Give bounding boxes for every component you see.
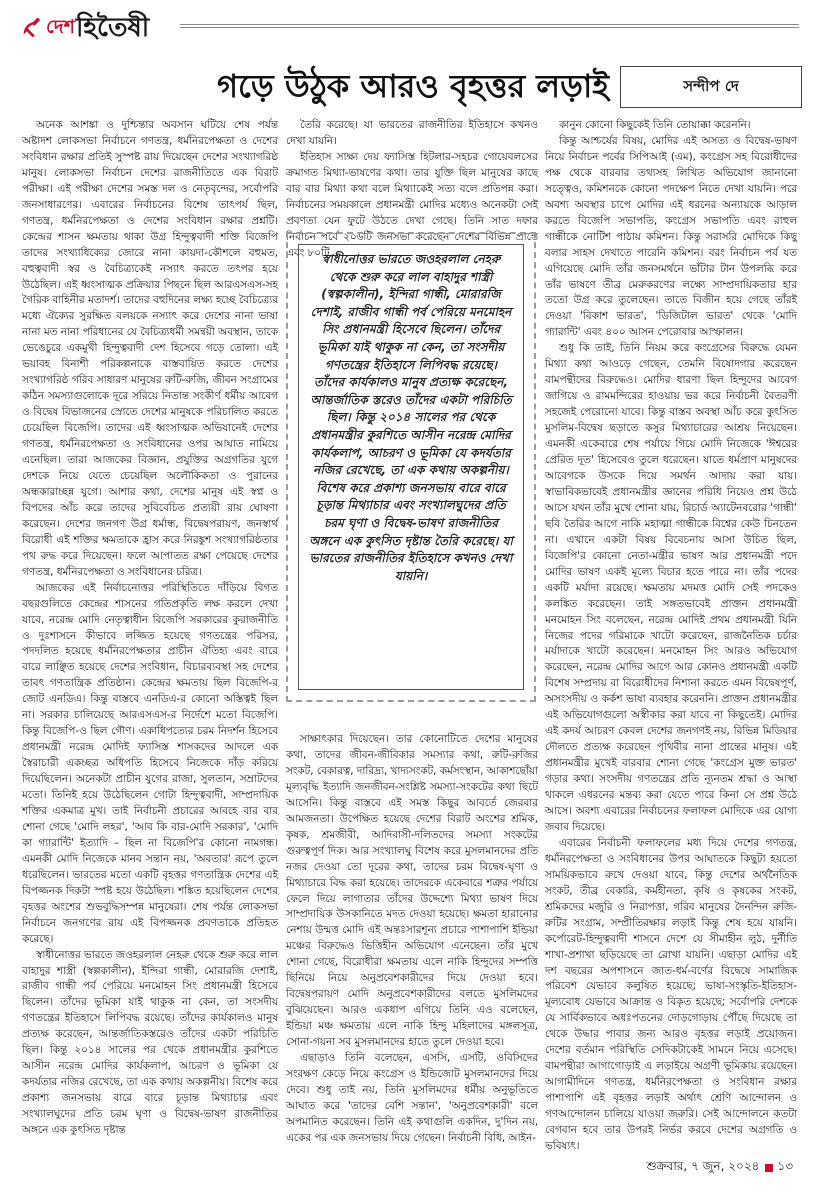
masthead (20, 14, 149, 44)
article-column-1 (22, 118, 278, 1136)
article-column-3 (545, 118, 797, 1152)
paragraph: কিন্তু আশ্চর্যের বিষয়, মোদির এই অসত্য ও বিদ্বেষ-ভাষণ নিয়ে নির্বাচন পর্বের সিপিআই (এম), কংগ্রেস সহ বিরোধীদের পক্ষ থেকে বারবার তথ্যসহ লিখিত অভিযোগ জানানো সত্ত্বেও, কমিশনকে কোনো পদক্ষেপ নিতে দেখা যায়নি। পরে অবশ্য অবস্থার চাপে মোদির এই ধরনের অন্যায়কে আড়াল করতে বিজেপি সভাপতি, কংগ্রেস সভাপতি এবং রাহুল গান্ধীকে নোটিশ পাঠায় কমিশন। কিন্তু সরাসরি মোদিকে কিছু বলার সাহস দেখাতে পারেনি কমিশন। বরং নির্বাচন পর্ব যত এগিয়েছে মোদি তাঁর জনসমর্থনে ভাঁটার টান উপলব্ধি করে তাঁর ভাষণে তীব্র মেরুকরণের লক্ষ্যে সাম্প্রদায়িকতার হার ততো উগ্র করে তুলেছেন। তাতে বিজীন হয়ে গেছে তাঁরই দেওয়া 'বিকাশ ভারত', 'ডিজিটাল ভারত' থেকে 'মোদি গ্যারান্টি' এবং ৪০০ আসন পেরোবার আস্ফালন। (545, 134, 797, 339)
article-headline: গড়ে উঠুক আরও বৃহত্তর লড়াই (217, 67, 609, 105)
red-square-icon (765, 1164, 773, 1172)
pull-quote-box (286, 232, 536, 702)
masthead-prefix: দেশ (46, 16, 75, 38)
paragraph: এবারের নির্বাচনী ফলাফলের মধ্য দিয়ে দেশের গণতন্ত্র, ধর্মনিরপেক্ষতা ও সংবিধানের উপর আঘাতকে কিছুটা হয়তো সাময়িকভাবে রুখে দেওয়া যাবে, কিন্তু দেশের অর্থনৈতিক সংকট, তীব্র বেকারি, কর্মহীনতা, কৃষি ও কৃষকের সংকট, শ্রমিকদের মজুরি ও নিরাপত্তা, গরিব মানুষের দৈনন্দিন রুজি-রুটির সংগ্রাম, সম্প্রীতিরক্ষার লড়াই কিন্তু শেষ হয়ে যায়নি। কর্পোরেট-হিন্দুত্ববাদী শাসনে দেশে যে সীমাহীন লুঠ, দুর্নীতি শাখা-প্রশাখা ছড়িয়েছে তা রোখা যায়নি। এছাড়া মোদির এই দশ বছরের অপশাসনে জাত-ধর্ম-বর্ণের বিদ্বেষে সামাজিক পরিবেশ যেভাবে কলুষিত হয়েছে; ভাষা-সংস্কৃতি-ইতিহাস-মূল্যবোধ যেভাবে আক্রান্ত ও বিকৃত হয়েছে; সর্বোপরি দেশকে যে সার্বিকভাবে অধঃপতনের দোড়গোড়ায় পৌঁছে দিয়েছে তা থেকে উদ্ধার পাবার জন্য আরও বৃহত্তর লড়াই প্রয়োজন। দেশের বর্তমান পরিস্থিতি সেদিকটাকেই সামনে নিয়ে এসেছে। বামপন্থীরা আগাগোড়াই এ লড়াইয়ে অগ্রণী ভূমিকায় রয়েছেন। আগামীদিনে গণতন্ত্র, ধর্মনিরপেক্ষতা ও সংবিধান রক্ষার পাশাপাশি এই বৃহত্তর লড়াই অর্থাৎ শ্রেণি আন্দোলন ও গণআন্দোলন চালিয়ে যাওয়া জরুরি। সেই আন্দোলনে কতটা বেগবান হবে তার উপরই নির্ভর করবে দেশের অগ্রগতি ও ভবিষ্যৎ। (545, 836, 797, 1152)
paragraph: কানুন কোনো কিছুকেই তিনি তোয়াক্কা করেননি। (559, 119, 751, 131)
pull-quote-text: স্বাধীনোত্তর ভারতে জওহরলাল নেহরু থেকে শুরু করে লাল বাহাদুর শাস্ত্রী (স্বল্পকালীন), ইন্দিরা গান্ধী, মোরারজি দেশাই, রাজীব গান্ধী পর্ব পেরিয়ে মনমোহন সিং প্রধানমন্ত্রী হিসেবে ছিলেন। তাঁদের ভূমিকা যাই থাকুক না কেন, তা সংসদীয় গণতন্ত্রের ইতিহাসে লিপিবদ্ধ রয়েছে। তাঁদের কার্যকালও মানুষ প্রত্যক্ষ করেছেন, আন্তর্জাতিক স্তরেও তাঁদের একটা পরিচিতি ছিল। কিন্তু ২০১৪ সালের পর থেকে প্রধানমন্ত্রীর কুরশিতে আসীন নরেন্দ্র মোদির কার্যকলাপ, আচরণ ও ভূমিকা যে কদর্যতার নজির রেখেছে, তা এক কথায় অকল্পনীয়। বিশেষ করে প্রকাশ্য জনসভায় বারে বারে চূড়ান্ত মিথ্যাচার এবং সংখ্যালঘুদের প্রতি চরম ঘৃণা ও বিদ্বেষ-ভাষণ রাজনীতির অঙ্গনে এক কুৎসিত দৃষ্টান্ত তৈরি করেছে। যা ভারতের রাজনীতির ইতিহাসে কখনও দেখা যায়নি। (298, 244, 524, 690)
paragraph: তৈরি করেছে। যা ভারতের রাজনীতির ইতিহাসে কখনও দেখা যায়নি। (286, 119, 538, 147)
paragraph: ইতিহাস সাক্ষ্য দেয় ফ্যাসিস্ত হিটলার-সহচর গোয়েবলসের ক্রমাগত মিথ্যা-ভাষণের কথা। তার যুক্তি ছিল মানুষের কাছে বার বার মিথ্যা কথা বলে মিথ্যাকেই সত্য বলে প্রতিপন্ন করা। নির্বাচনের সময়কালে প্রধানমন্ত্রী মোদির মধ্যেও অনেকটা সেই প্রবণতা যেন ফুটে উঠতে দেখা গেছে। তিনি সাত দফার নির্বাচন পর্বে ২০৬টি জনসভা করেছেন দেশের বিভিন্ন প্রান্তে এবং ৮০টি (286, 150, 538, 259)
issue-date: শুক্রবার, ৭ জুন, ২০২৪ (646, 1159, 760, 1173)
paragraph: স্বাধীনোত্তর ভারতে জওহরলাল নেহরু থেকে শুরু করে লাল বাহাদুর শাস্ত্রী (স্বল্পকালীন), ইন্দিরা গান্ধী, মোরারজি দেশাই, রাজীব গান্ধী পর্ব পেরিয়ে মনমোহন সিং প্রধানমন্ত্রী হিসেবে ছিলেন। তাঁদের ভূমিকা যাই থাকুক না কেন, তা সংসদীয় গণতন্ত্রের ইতিহাসে লিপিবদ্ধ রয়েছে। তাঁদের কার্যকালও মানুষ প্রত্যক্ষ করেছেন, আন্তর্জাতিকস্তরেও তাঁদের একটা পরিচিতি ছিল। কিন্তু ২০১৪ সালের পর থেকে প্রধানমন্ত্রীর কুরশিতে আসীন নরেন্দ্র মোদির কার্যকলাপ, আচরণ ও ভূমিকা যে কদর্যতার নজির রেখেছে, তা এক কথায় অকল্পনীয়। বিশেষ করে প্রকাশ্য জনসভায় বারে বারে চূড়ান্ত মিথ্যাচার এবং সংখ্যালঘুদের প্রতি চরম ঘৃণা ও বিদ্বেষ-ভাষণ রাজনীতির অঙ্গনে এক কুৎসিত দৃষ্টান্ত (22, 948, 278, 1137)
masthead-name: হিতৈষী (75, 13, 150, 43)
paragraph: আজকের এই নির্বাচনোত্তর পরিস্থিতিতে দাঁড়িয়ে বিগত বছরগুলিতে কেন্দ্রের শাসনের গতিপ্রকৃতি লক্ষ করলে দেখা যাবে, নরেন্দ্র মোদি নেতৃত্বাধীন বিজেপি সরকারের কুরাজনীতি ও দুঃশাসনে কীভাবে লজ্জিত হয়েছে গণতন্ত্রের পরিসর, পদদলিত হয়েছে ধর্মনিরপেক্ষতার প্রাচীন ঐতিহ্য এবং বারে বারে লাঞ্ছিত হয়েছে দেশের সংবিধান, বিচারব্যবস্থা সহ দেশের তাবৎ গণতান্ত্রিক প্রতিষ্ঠান। কেন্দ্রের ক্ষমতায় ছিল বিজেপি-র জোট এনডিএ। কিন্তু বাস্তবে এনডিএ-র কোনো অস্তিত্বই ছিল না। সরকার চালিয়েছে আরএসএস-র নির্দেশে মতো বিজেপি। কিন্তু বিজেপি-ও ছিল গৌণ। একাধিপত্যের চরম নিদর্শন হিসেবে প্রধানমন্ত্রী নরেন্দ্র মোদিই ফ্যাসিস্ত শাসকদের আদলে এক স্বৈরাচারী একচ্ছত্র অধিপতি হিসেবে নিজেকে দাঁড় করিয়ে দিয়েছিলেন। অনেকটা প্রাচীন যুগের রাজা, সুলতান, সম্রাটদের মতো। তিনিই হয়ে উঠেছিলেন গোটা হিন্দুত্ববাদী, সাম্প্রদায়িক শক্তির একমাত্র মুখ। তাই নির্বাচনী প্রচারের আবহে বার বার শোনা গেছে 'মোদি লহর', 'আব কি বার-মোদি সরকার', 'মোদি কা গ্যারান্টি' ইত্যাদি – ছিল না বিজেপি'র কোনো নামগন্ধ। এমনকী মোদি নিজেকে মানব সন্তান নয়, 'অবতার' রূপে তুলে ধরেছিলেন। ভারতের মতো একটি বৃহত্তর গণতান্ত্রিক দেশের এই বিপজ্জনক দিকটা স্পষ্ট হয়ে উঠেছিল। শঙ্কিত হয়েছিলেন দেশের বৃহত্তর অংশের শুভবুদ্ধিসম্পন্ন মানুষেরা। শেষ পর্যন্ত লোকসভা নির্বাচনে জনগণের রায় এই বিপজ্জনক প্রবণতাকে প্রতিহত করেছে। (22, 581, 278, 945)
author-byline-box (620, 66, 802, 108)
hammer-sickle-icon (20, 18, 42, 40)
article-column-2-top (286, 118, 538, 259)
article-column-2-bottom (286, 732, 538, 1144)
headline-row (210, 64, 800, 108)
paragraph: অনেক আশঙ্কা ও দুশ্চিন্তার অবসান ঘটিয়ে শেষ পর্যন্ত অষ্টাদশ লোকসভা নির্বাচনে গণতন্ত্র, ধর্মনিরপেক্ষতা ও দেশের সংবিধান রক্ষার প্রতিই সুস্পষ্ট রায় দিয়েছেন দেশের সংখ্যাগরিষ্ঠ মানুষ। লোকসভা নির্বাচন দেশের রাজনীতিতে এক বিরাট পরীক্ষা। এই পরীক্ষা দেশের সমস্ত দল ও নেতৃবৃন্দের, সর্বোপরি জনসাধারণের। এবারের নির্বাচনের বিশেষ তাৎপর্য ছিল, গণতন্ত্র, ধর্মনিরপেক্ষতা ও দেশের সংবিধান রক্ষার প্রশ্নটি। কেন্দ্রের শাসন ক্ষমতায় থাকা উগ্র হিন্দুত্ববাদী শক্তি বিজেপি তাদের সংখ্যাধিক্যের জোরে নানা কায়দা-কৌশলে বহুমত, বহুত্ববাদী স্বর ও বৈচিত্র্যকেই নস্যাৎ করতে তৎপর হয়ে উঠেছিল। এই ধ্বংসাত্মক প্রক্রিয়ার পিছনে ছিল আরএসএস-সহ গৈরিক বাহিনীর মতাদর্শ। তাদের বহুদিনের লক্ষ্য হচ্ছে বৈচিত্র্যের মধ্যে ঐক্যের সুরক্ষিত বলয়কে নস্যাৎ করে দেশের নানা ভাষা নানা মত নানা পরিধানের যে বৈচিত্র্যধর্মী সমন্বয়ী অবস্থান, তাকে ভেঙেচুরে একমুখী হিন্দুত্ববাদী দেশ হিসেবে গড়ে তোলা। এই ভয়াবহ বিনাশী পরিকল্পনাকে বাস্তবায়িত করতে দেশের সংখ্যাগরিষ্ঠ গরিব সাধারণ মানুষের রুটি-রুজি, জীবন সংগ্রামের কঠিন সমস্যাগুলোকে দূরে সরিয়ে নিতান্ত সংকীর্ণ ধর্মীয় আবেগ ও বিদ্বেষ বিভাজনের স্রোতে দেশের মানুষকে পরিচালিত করতে চেয়েছিল বিজেপি। তাদের এই ধ্বংসাত্মক অভিযানেই দেশের গণতন্ত্র, ধর্মনিরপেক্ষতা ও সংবিধানের ওপর আঘাত নামিয়ে এনেছিল। তারা আজকের বিজ্ঞান, প্রযুক্তির অগ্রগতির যুগে দেশকে নিয়ে যেতে চেয়েছিল অলৌকিকতা ও পুরানের অন্ধকারাচ্ছন্ন যুগে। আশার কথা, দেশের মানুষ এই স্বপ্ন ও বিপদের আঁচ করে তাদের সুবিবেচিত প্রত্যয়ী রায় ঘোষণা করেছেন। দেশের জনগণ উগ্র ধর্মান্ধ, বিদ্বেষপরায়ণ, জনস্বার্থ বিরোধী এই শক্তির ক্ষমতাকে হ্রাস করে নিরঙ্কুশ সংখ্যাগরিষ্ঠতার পথ রুদ্ধ করে দিয়েছেন। ফলে আপাতত রক্ষা পেয়েছে দেশের গণতন্ত্র, ধর্মনিরপেক্ষতা ও সংবিধানের চরিত্র। (22, 119, 278, 578)
page-number: ১৩ (777, 1159, 793, 1173)
paragraph: সাক্ষাৎকার দিয়েছেন। তার কোনোটিতে দেশের মানুষের কথা, তাদের জীবন-জীবিকার সমস্যার কথা, রুটি-রুজির সংকট, বেকারত্ব, দারিদ্র্য, খাদ্যসংকট, কর্মসংস্থান, আকাশছোঁয়া মূল্যবৃদ্ধি ইত্যাদি জনজীবন-সংশ্লিষ্ট সমস্যা-সংকটের কথা ছিটে আসেনি। কিন্তু বাস্তবে এই সমস্ত কিছুর আবর্তে জেরবার আমজনতা। উপেক্ষিত হয়েছে দেশের বিরাট অংশের শ্রমিক, কৃষক, শ্রমজীবী, আদিবাসী-দলিতদের সমস্যা সংকটের গুরুত্বপূর্ণ দিক। আর সংখ্যালঘু বিশেষ করে মুসলমানদের প্রতি নজর দেওয়া তো দূরের কথা, তাদের চরম বিদ্বেষ-ঘৃণা ও মিথ্যাচারে বিদ্ধ করা হয়েছে। তাদেরকে একেবারে শত্রুর পর্যায়ে ফেলে দিয়ে লাগাতার তাঁদের উদ্দেশ্যে মিথ্যা ভাষণ দিয়ে সাম্প্রদায়িক উসকানিতে মদত দেওয়া হয়েছে। ক্ষমতা হারানোর নেশায় উন্মত্ত মোদি এই অন্তঃসারশূন্য প্রচারে পাশাপাশি ইন্ডিয়া মঞ্চের বিরুদ্ধেও ভিত্তিহীন অভিযোগ এনেছেন। তাঁর মুখে শোনা গেছে, বিরোধীরা ক্ষমতায় এলে নাকি হিন্দুদের সম্পত্তি ছিনিয়ে নিয়ে অনুপ্রবেশকারীদের দিয়ে দেওয়া হবে। বিদ্বেষপরায়ণ মোদি অনুপ্রবেশকারীদের বলতে মুসলিমদের বুঝিয়েছেন। আরও একধাপ এগিয়ে তিনি এও বলেছেন, ইন্ডিয়া মঞ্চ ক্ষমতায় এলে নাকি হিন্দু মহিলাদের মঙ্গলসূত্র, সোনা-গয়না সব মুসলমানদের হাতে তুলে দেওয়া হবে। (286, 733, 538, 1049)
page-footer (646, 1158, 793, 1178)
author-name: সন্দীপ দে (683, 76, 739, 95)
paragraph: শুধু কি তাই, তিনি নিয়ম করে কংগ্রেসের বিরুদ্ধে যেমন মিথ্যা কথা আওড়ে গেছেন, তেমনি বিষোদগার করেছেন বামপন্থীদের বিরুদ্ধেও। মোদির ধারণা ছিল হিন্দুদের আবেগ জাগিয়ে ও রামমন্দিরের হাওয়ায় ভর করে নির্বাচনী বৈতরণী সহজেই পেরোনো যাবে। কিন্তু বাস্তব অবস্থা আঁচ করে কুৎসিত মুসলিম-বিদ্বেষ ছড়াতে কসুর মিথ্যাচারের আশ্রয় নিয়েছেন। এমনকী একেবারে শেষ পর্যায়ে গিয়ে মোদি নিজেকে 'ঈশ্বরের প্রেরিত দূত' হিসেবেও তুলে ধরেছেন। যাতে ধর্মপ্রাণ মানুষদের আবেগকে উসকে দিয়ে সমর্থন আদায় করা যায়। স্বাভাবিকভাবেই প্রধানমন্ত্রীর জ্ঞানের পরিধি নিয়েও প্রশ্ন উঠে আসে যখন তাঁর মুখে শোনা যায়, রিচার্ড অ্যাটেনবরোর 'গান্ধী' ছবি তৈরির আগে নাকি মহাত্মা গান্ধীকে বিশ্বের কেউ চিনতেন না। এখানে একটা বিষয় বিবেচনায় আসা উচিত ছিল, বিজেপি'র কোনো নেতা-মন্ত্রীর ভাষণ আর প্রধানমন্ত্রী পদে মোদির ভাষণ একই মূল্যে বিচার হতে পারে না। তাঁর পদের একটি মর্যাদা রয়েছে। ক্ষমতায় মদমত্ত মোদি সেই পদকেও কলঙ্কিত করেছেন। তাই সঙ্গতভাবেই প্রাক্তন প্রধানমন্ত্রী মনমোহন সিং বলেছেন, নরেন্দ্র মোদিই প্রথম প্রধানমন্ত্রী যিনি নিজের পদের গরিমাকে খাটো করেছেন, রাজনৈতিক চর্চার মর্যাদাকে খাটো করেছেন। মনমোহন সিং আরও অভিযোগ করেছেন, নরেন্দ্র মোদির আগে আর কোনও প্রধানমন্ত্রী একটি বিশেষ সম্প্রদায় বা বিরোধীদের নিশানা করতে এমন বিদ্বেষপূর্ণ, অসংসদীয় ও কর্কশ ভাষা ব্যবহার করেননি। প্রাক্তন প্রধানমন্ত্রীর এই অভিযোগগুলো অস্বীকার করা যাবে না কিছুতেই। মোদির এই কদর্য আচরণ কেবল দেশের জনগণই নয়, বিভিন্ন মিডিয়ার দৌলতে প্রত্যক্ষ করেছেন পৃথিবীর নানা প্রান্তের মানুষ। এই প্রধানমন্ত্রীর মুখেই বারবার শোনা গেছে 'কংগ্রেস মুক্ত ভারত' গড়ার কথা। সংসদীয় গণতন্ত্রের প্রতি ন্যূনতম শ্রদ্ধা ও আস্থা থাকলে এধরনের মন্তব্য করা যেতে পারে কিনা সে প্রশ্ন উঠে আসে। অবশ্য এবারের নির্বাচনের ফলাফল মোদিকে এর যোগ্য জবাব দিয়েছে। (545, 342, 797, 833)
paragraph: এছাড়াও তিনি বলেছেন, এসসি, এসটি, ওবিসিদের সংরক্ষণ কেড়ে নিয়ে কংগ্রেস ও ইন্ডিজোট মুসলমানদের দিয়ে দেবে। শুধু তাই নয়, তিনি মুসলিমদের ধর্মীয় অনুভূতিতে আঘাত করে 'তাদের বেশি সন্তান', 'অনুপ্রবেশকারী' বলে অপমানিত করেছেন। তিনি এই কথাগুলি একদিন, দু'দিন নয়, একের পর এক জনসভায় দিয়ে গেছেন। নির্বাচনী বিধি, আইন- (286, 1052, 538, 1144)
masthead-rule (180, 24, 799, 28)
